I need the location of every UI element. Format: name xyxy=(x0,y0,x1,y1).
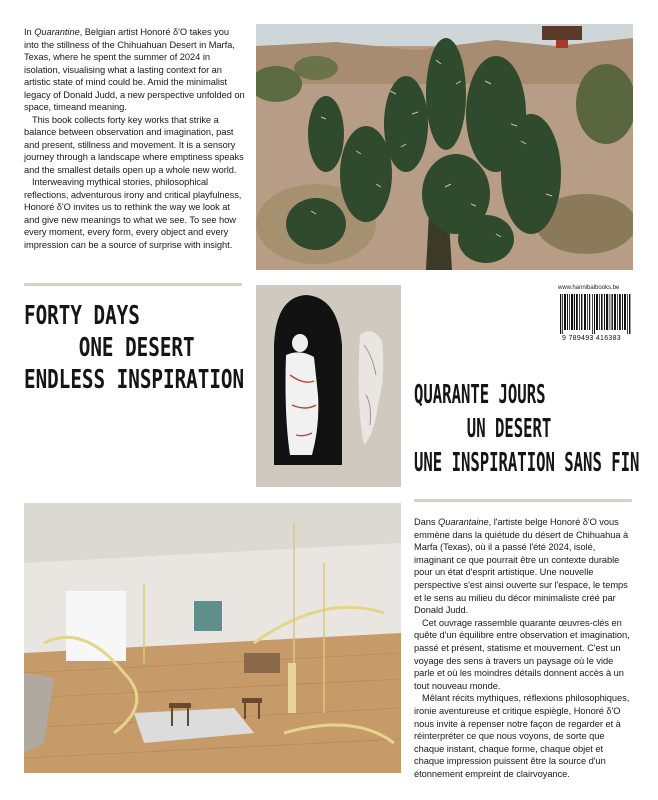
french-paragraph-1: Dans Quarantaine, l'artiste belge Honoré δ'O vous emmène dans la quiétude du désert de Chihuahua à Marfa (Texas), où il a passé l'été 2024, isolé, imaginant ce que pourrait être un contexte durable pour un état d'esprit artistique. Une nouvelle perspective s'est ainsi ouverte sur l'espace, le temps et le sens au milieu du décor minimaliste créé par Donald Judd. xyxy=(414,517,629,616)
isbn-number: 9 789493 416383 xyxy=(562,335,621,342)
isbn-barcode xyxy=(560,294,632,334)
headline-en-line-2: ONE DESERT xyxy=(78,333,195,363)
french-blurb xyxy=(414,516,634,780)
cactus-illustration xyxy=(256,24,633,270)
divider-rule-bottom xyxy=(414,499,632,502)
french-paragraph-3: Mêlant récits mythiques, réflexions philosophiques, ironie aventureuse et critique espiègle, Honoré δ'O nous invite à repenser notre façon de regarder et à réinterpréter ce que nous voyons, de sorte que chaque instant, chaque forme, chaque objet et chaque impression puissent être la source d'un étonnement empreint de clairvoyance. xyxy=(414,693,630,779)
desert-cactus-photo xyxy=(256,24,633,270)
headline-fr-line-1: QUARANTE JOURS xyxy=(414,380,546,410)
headline-fr-line-3: UNE INSPIRATION SANS FIN xyxy=(414,448,640,478)
headline-en-line-1: FORTY DAYS xyxy=(24,301,140,331)
french-paragraph-2: Cet ouvrage rassemble quarante œuvres-clés en quête d'un équilibre entre observation et imagination, passé et présent, statisme et mouvement. C'est un voyage des sens à travers un paysage où le vide parle et où les moindres détails donnent accès à un tout nouveau monde. xyxy=(414,617,630,691)
headline-french xyxy=(414,378,639,480)
english-paragraph-3: Interweaving mythical stories, philosophical reflections, adventurous irony and critical playfulness, Honoré δ'O invites us to rethink the way we look at and give new meanings to what we see. To see how every moment, every form, every object and every impression can be a source of surprise with insight. xyxy=(24,177,242,250)
english-paragraph-1: In Quarantine, Belgian artist Honoré δ'O takes you into the stillness of the Chihuahuan Desert in Marfa, Texas, where he spent the summer of 2024 in isolation, visualising what a lasting context for an artistic state of mind could be. Amid the minimalist legacy of Donald Judd, a new perspective unfolded on space, timeand meaning. xyxy=(24,27,245,112)
headline-english xyxy=(24,300,244,396)
publisher-url: www.hannibalbooks.be xyxy=(558,285,620,291)
divider-rule-top xyxy=(24,283,242,286)
gallery-installation-photo xyxy=(24,503,401,773)
sculpture-illustration xyxy=(256,285,401,487)
headline-fr-line-2: UN DESERT xyxy=(466,414,552,444)
english-blurb xyxy=(24,26,246,251)
headline-en-line-3: ENDLESS INSPIRATION xyxy=(24,365,245,395)
english-paragraph-2: This book collects forty key works that strike a balance between observation and imagination, past and present, stillness and movement. It is a sensory journey through a landscape where emptiness speaks and the smallest details open up a whole new world. xyxy=(24,114,244,175)
sculpture-photo xyxy=(256,285,401,487)
gallery-illustration xyxy=(24,503,401,773)
